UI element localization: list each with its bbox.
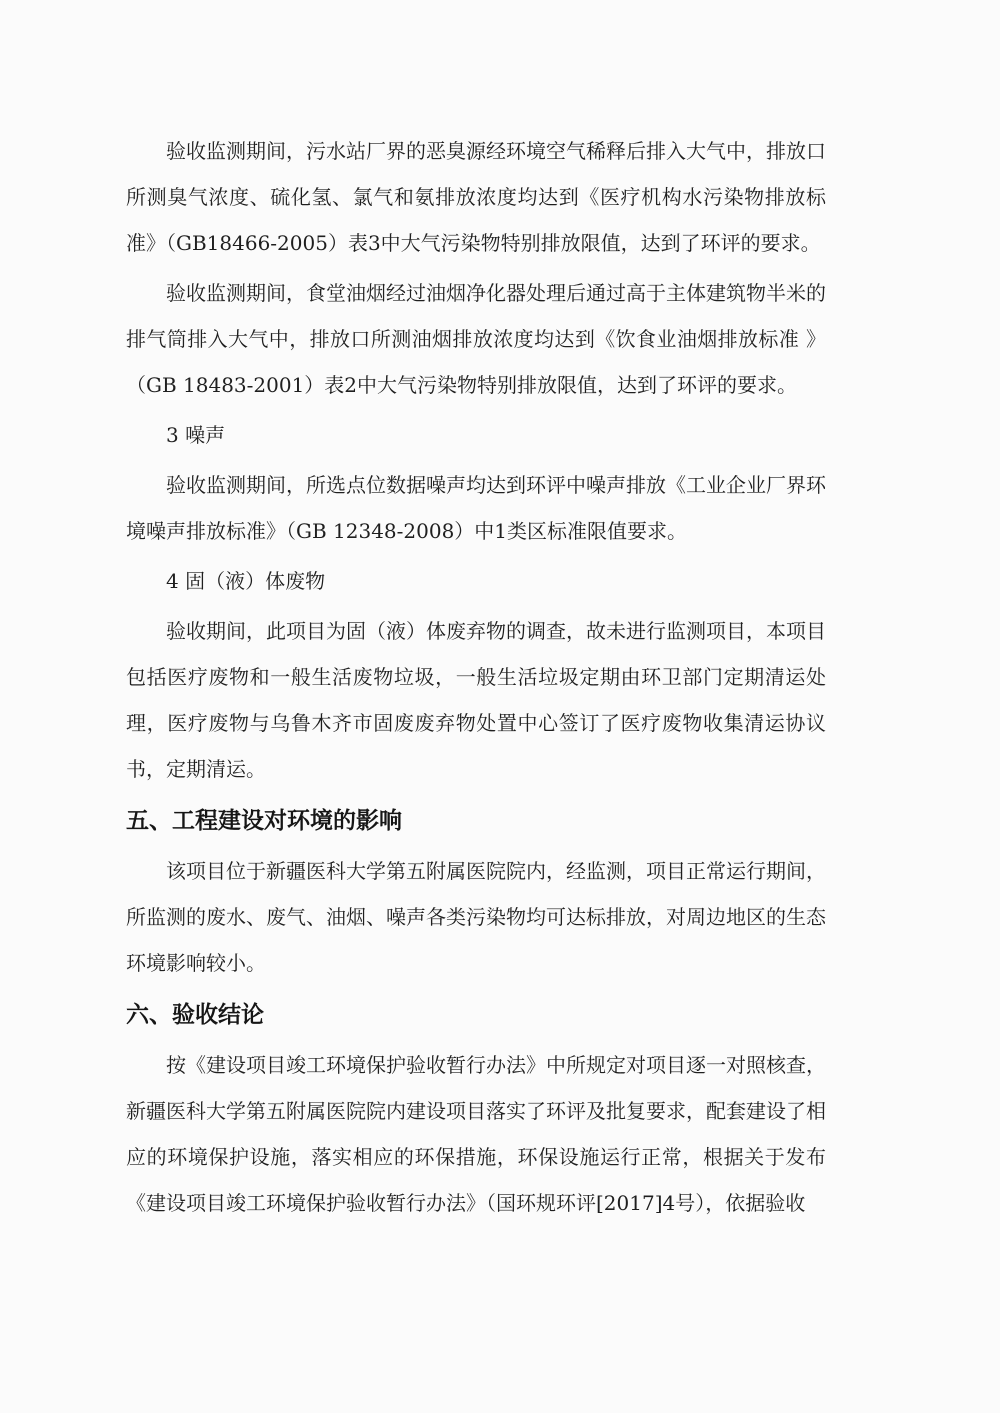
subheading-solid-waste: 4 固（液）体废物 xyxy=(166,569,326,593)
subheading-noise: 3 噪声 xyxy=(166,423,226,447)
section-heading-acceptance-conclusion: 六、验收结论 xyxy=(126,1002,264,1028)
section-heading-environmental-impact: 五、工程建设对环境的影响 xyxy=(126,808,402,834)
paragraph-odor-emissions: 验收监测期间，污水站厂界的恶臭源经环境空气稀释后排入大气中，排放口所测臭气浓度、硫化氢、氯气和氨排放浓度均达到《医疗机构水污染物排放标准》（GB18466-2005）表3中大气污染物特别排放限值，达到了环评的要求。 xyxy=(126,139,826,255)
paragraph-noise: 验收监测期间，所选点位数据噪声均达到环评中噪声排放《工业企业厂界环境噪声排放标准》（GB 12348-2008）中1类区标准限值要求。 xyxy=(126,473,826,543)
paragraph-environmental-impact: 该项目位于新疆医科大学第五附属医院院内，经监测，项目正常运行期间，所监测的废水、废气、油烟、噪声各类污染物均可达标排放，对周边地区的生态环境影响较小。 xyxy=(126,859,826,975)
paragraph-cooking-fumes: 验收监测期间，食堂油烟经过油烟净化器处理后通过高于主体建筑物半米的排气筒排入大气中，排放口所测油烟排放浓度均达到《饮食业油烟排放标准 》（GB 18483-2001）表2中大气污染物特别排放限值，达到了环评的要求。 xyxy=(126,281,826,397)
paragraph-solid-waste: 验收期间，此项目为固（液）体废弃物的调查，故未进行监测项目，本项目包括医疗废物和一般生活废物垃圾，一般生活垃圾定期由环卫部门定期清运处理，医疗废物与乌鲁木齐市固废废弃物处置中心签订了医疗废物收集清运协议书，定期清运。 xyxy=(126,619,826,781)
document-body xyxy=(126,128,826,1230)
paragraph-acceptance-conclusion: 按《建设项目竣工环境保护验收暂行办法》中所规定对项目逐一对照核查，新疆医科大学第五附属医院院内建设项目落实了环评及批复要求，配套建设了相应的环境保护设施，落实相应的环保措施，环保设施运行正常，根据关于发布《建设项目竣工环境保护验收暂行办法》（国环规环评[2017]4号），依据验收 xyxy=(126,1053,826,1215)
